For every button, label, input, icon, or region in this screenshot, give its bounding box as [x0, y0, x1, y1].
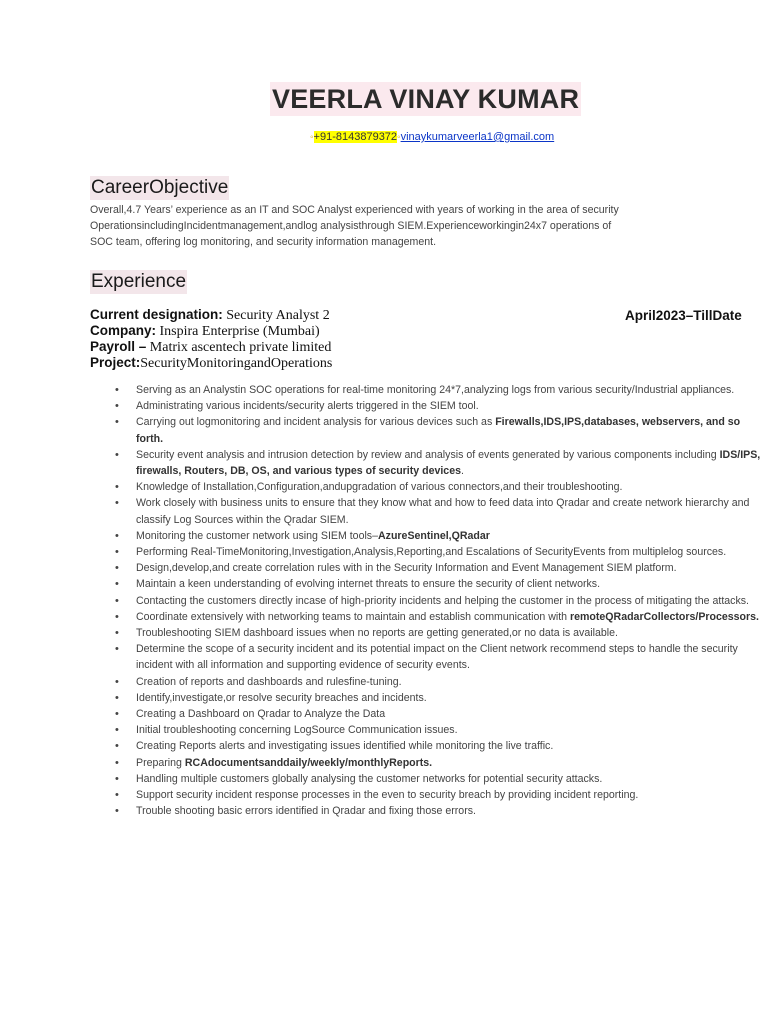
company-line — [90, 323, 332, 339]
responsibility-item — [112, 690, 762, 706]
responsibility-text: Monitoring the customer network using SIEM tools– — [136, 529, 379, 542]
responsibility-highlight: AzureSentinel,QRadar — [378, 529, 490, 542]
responsibility-text: Carrying out logmonitoring and incident analysis for various devices such as — [136, 416, 496, 429]
responsibility-item — [112, 576, 762, 592]
responsibility-text: Determine the scope of a security incident and its potential impact on the Client network recommend steps to handle the security incident with all information and supporting evidence of security events. — [136, 643, 738, 672]
responsibility-highlight: RCAdocumentsanddaily/weekly/monthlyReports. — [184, 756, 433, 769]
project-line — [90, 355, 332, 371]
responsibility-tail: . — [461, 465, 464, 478]
responsibility-text: Troubleshooting SIEM dashboard issues when no reports are getting generated,or no data is available. — [136, 627, 618, 640]
responsibility-item — [112, 528, 762, 544]
responsibility-highlight: IDS/IPS, firewalls, Routers, DB, OS, and various types of security devices — [136, 448, 761, 478]
email-link[interactable]: vinaykumarveerla1@gmail.com — [400, 131, 555, 143]
career-objective-text — [90, 202, 670, 250]
responsibility-text: Support security incident response processes in the even to security breach by providing incident reporting. — [136, 789, 639, 802]
objective-line: Overall,4.7 Years’ experience as an IT and SOC Analyst experienced with years of working in the area of security — [90, 204, 619, 216]
responsibility-text: Performing Real-TimeMonitoring,Investigation,Analysis,Reporting,and Escalations of SecurityEvents from multiplelog sources. — [136, 546, 727, 559]
job-dates: April2023–TillDate — [625, 308, 742, 323]
responsibility-text: Coordinate extensively with networking teams to maintain and establish communication with — [136, 610, 570, 623]
responsibility-text: Creation of reports and dashboards and rulesfine-tuning. — [136, 675, 402, 688]
responsibility-item — [112, 609, 762, 625]
responsibility-item — [112, 787, 762, 803]
responsibility-text: Administrating various incidents/security alerts triggered in the SIEM tool. — [136, 400, 479, 413]
phone-number: +91-8143879372 — [313, 131, 398, 143]
responsibility-item — [112, 738, 762, 754]
responsibility-text: Initial troubleshooting concerning LogSource Communication issues. — [136, 724, 458, 737]
responsibility-item — [112, 479, 762, 495]
responsibility-item — [112, 706, 762, 722]
responsibility-highlight: remoteQRadarCollectors/Processors. — [569, 610, 759, 623]
responsibility-text: Security event analysis and intrusion detection by review and analysis of events generated by various components including — [136, 448, 720, 461]
responsibility-item — [112, 625, 762, 641]
responsibility-item — [112, 414, 762, 446]
objective-line: SOC team, offering log monitoring, and security information management. — [90, 236, 437, 248]
responsibility-item — [112, 674, 762, 690]
responsibility-item — [112, 755, 762, 771]
responsibility-list — [112, 382, 762, 819]
project-label: Project: — [90, 355, 141, 370]
responsibility-item — [112, 560, 762, 576]
responsibility-text: Knowledge of Installation,Configuration,andupgradation of various connectors,and their troubleshooting. — [136, 481, 623, 494]
responsibility-text: Trouble shooting basic errors identified in Qradar and fixing those errors. — [136, 805, 476, 818]
responsibility-text: Contacting the customers directly incase of high-priority incidents and helping the customer in the process of mitigating the attacks. — [136, 594, 749, 607]
responsibility-highlight: Firewalls,IDS,IPS,databases, webservers, and so forth. — [136, 416, 741, 445]
responsibility-item — [112, 771, 762, 787]
responsibility-text: Handling multiple customers globally analysing the customer networks for potential security attacks. — [136, 772, 603, 785]
responsibility-item — [112, 641, 762, 673]
job-meta — [90, 307, 332, 371]
candidate-name: VEERLA VINAY KUMAR — [272, 84, 580, 114]
project-value: SecurityMonitoringandOperations — [140, 356, 333, 371]
experience-heading: Experience — [91, 271, 187, 292]
career-objective-heading: CareerObjective — [91, 177, 229, 198]
responsibility-item — [112, 593, 762, 609]
responsibility-text: Maintain a keen understanding of evolving internet threats to ensure the security of client networks. — [136, 578, 601, 591]
company-value: Inspira Enterprise (Mumbai) — [156, 324, 320, 339]
responsibility-text: Design,develop,and create correlation rules with in the Security Information and Event Management SIEM platform. — [136, 562, 677, 575]
contact-line — [310, 130, 554, 145]
responsibility-text: Identify,investigate,or resolve security breaches and incidents. — [136, 691, 427, 704]
bullet-icon: ◦ — [397, 132, 401, 143]
responsibility-text: Work closely with business units to ensure that they know what and how to feed data into Qradar and create network hierarchy and classify Log Sources within the Qradar SIEM. — [136, 497, 750, 526]
responsibility-item — [112, 544, 762, 560]
payroll-line — [90, 339, 332, 355]
responsibility-text: Serving as an Analystin SOC operations for real-time monitoring 24*7,analyzing logs from various security/Industrial appliances. — [136, 384, 735, 396]
payroll-label: Payroll – — [90, 339, 147, 354]
payroll-value: Matrix ascentech private limited — [146, 340, 332, 355]
designation-value: Security Analyst 2 — [222, 308, 330, 323]
designation-label: Current designation: — [90, 307, 223, 322]
responsibility-text: Creating a Dashboard on Qradar to Analyze the Data — [136, 708, 386, 721]
responsibility-text: Creating Reports alerts and investigating issues identified while monitoring the live traffic. — [136, 740, 554, 753]
responsibility-item — [112, 495, 762, 527]
bullet-icon: ◦ — [310, 132, 314, 143]
responsibility-item — [112, 398, 762, 414]
responsibility-item — [112, 803, 762, 819]
company-label: Company: — [90, 323, 157, 338]
designation-line — [90, 307, 332, 323]
responsibility-item — [112, 382, 762, 398]
responsibility-item — [112, 722, 762, 738]
objective-line: OperationsincludingIncidentmanagement,andlog analysisthrough SIEM.Experienceworkingin24x7 operations of — [90, 220, 612, 232]
responsibility-item — [112, 447, 762, 479]
responsibility-text: Preparing — [136, 756, 185, 769]
